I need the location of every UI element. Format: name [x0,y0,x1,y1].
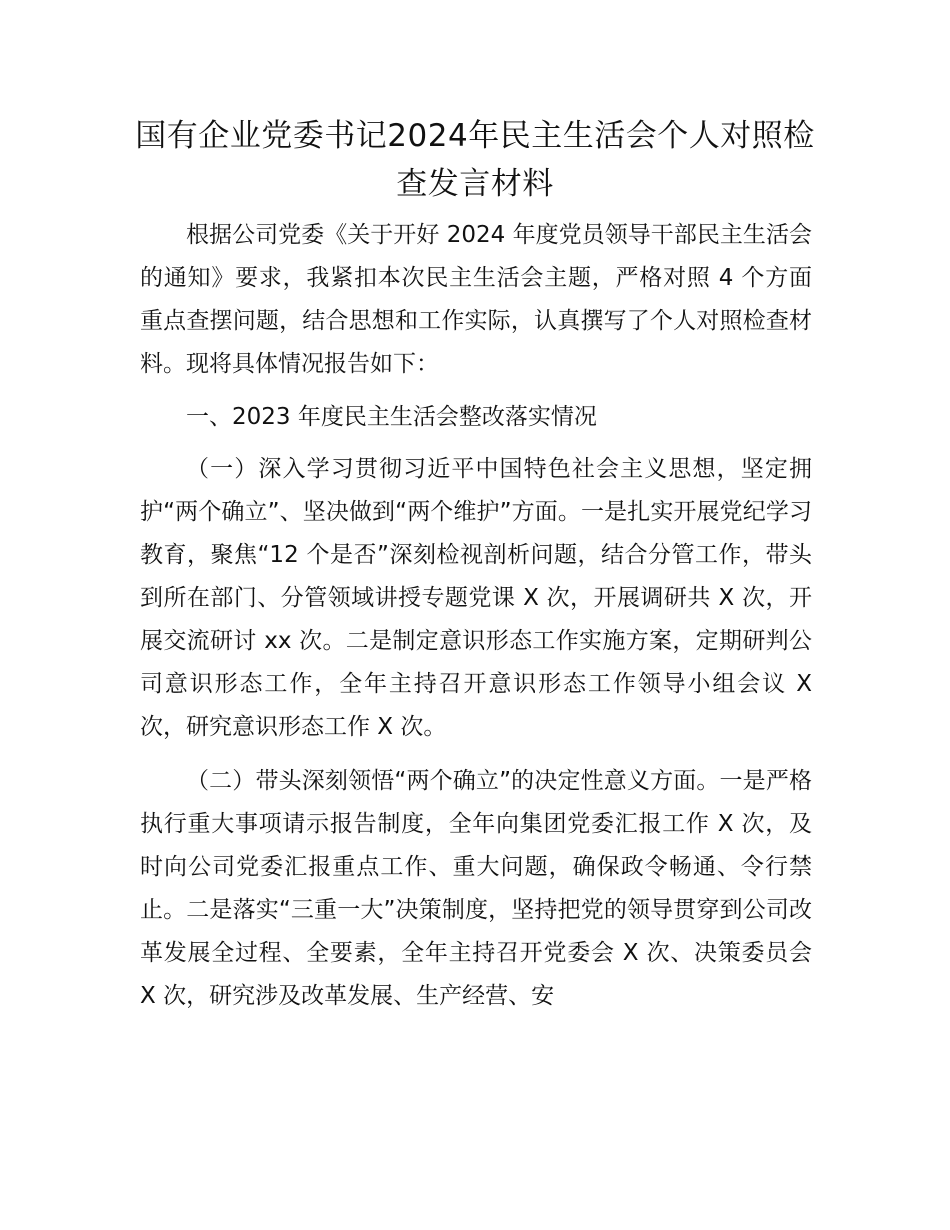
subsection-paragraph-1: （一）深入学习贯彻习近平中国特色社会主义思想，坚定拥护“两个确立”、坚决做到“两个维护”方面。一是扎实开展党纪学习教育，聚焦“12 个是否”深刻检视剖析问题，结合分管工作，带头到所在部门、分管领域讲授专题党课 X 次，开展调研共 X 次，开展交流研讨 xx 次。二是制定意识形态工作实施方案，定期研判公司意识形态工作，全年主持召开意识形态工作领导小组会议 X 次，研究意识形态工作 X 次。 [140,456,812,740]
intro-paragraph: 根据公司党委《关于开好 2024 年度党员领导干部民主生活会的通知》要求，我紧扣本次民主生活会主题，严格对照 4 个方面重点查摆问题，结合思想和工作实际，认真撰写了个人对照检查材料。现将具体情况报告如下： [140,222,812,377]
document-title: 国有企业党委书记2024年民主生活会个人对照检查发言材料 [135,118,815,202]
section-heading: 一、2023 年度民主生活会整改落实情况 [186,404,597,430]
subsection-paragraph-2: （二）带头深刻领悟“两个确立”的决定性意义方面。一是严格执行重大事项请示报告制度，全年向集团党委汇报工作 X 次，及时向公司党委汇报重点工作、重大问题，确保政令畅通、令行禁止。二是落实“三重一大”决策制度，坚持把党的领导贯穿到公司改革发展全过程、全要素，全年主持召开党委会 X 次、决策委员会 X 次，研究涉及改革发展、生产经营、安 [140,768,812,1009]
